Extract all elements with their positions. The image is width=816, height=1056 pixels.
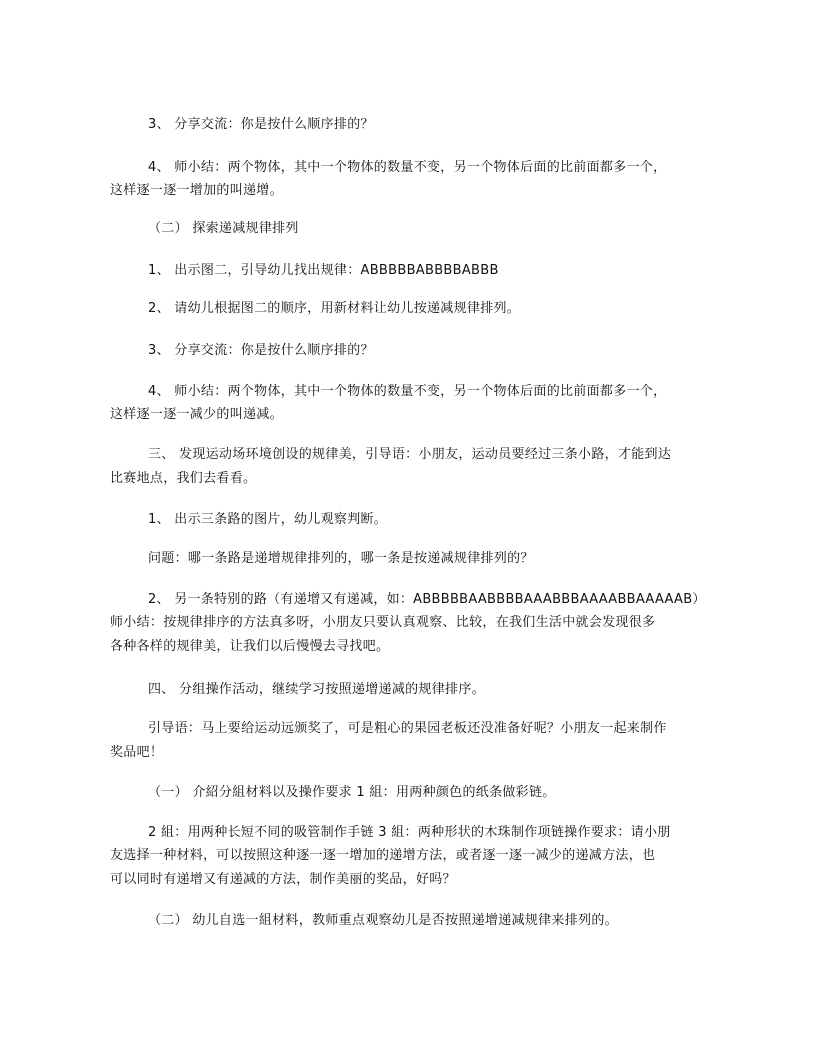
paragraph-line: 引导语：马上要给运动远颁奖了，可是粗心的果园老板还没准备好呢？小朋友一起来制作	[148, 721, 667, 736]
paragraph-line: 1、 出示图二，引导幼儿找出规律：ABBBBBABBBBABBB	[148, 263, 499, 278]
paragraph-line: （二） 幼儿自选一組材料，教师重点观察幼儿是否按照递增递减规律来排列的。	[148, 913, 618, 928]
paragraph-line: 3、 分享交流：你是按什么顺序排的？	[148, 117, 374, 132]
paragraph-line: 这样逐一逐一减少的叫递减。	[110, 407, 283, 422]
paragraph-line: 4、 师小结：两个物体，其中一个物体的数量不变，另一个物体后面的比前面都多一个，	[148, 160, 667, 175]
paragraph-line: 2、 另一条特别的路（有递增又有递减，如：ABBBBBAABBBBAAABBBAAAABBAAAAAB）	[148, 592, 706, 607]
paragraph-line: 3、 分享交流：你是按什么顺序排的？	[148, 343, 374, 358]
paragraph-line: 各种各样的规律美，让我们以后慢慢去寻找吧。	[110, 639, 390, 654]
section-heading: 四、 分组操作活动，继续学习按照递增递减的规律排序。	[148, 682, 485, 697]
paragraph-line: 友选择一种材料，可以按照这种逐一逐一增加的递增方法，或者逐一逐一减少的递减方法，也	[110, 848, 656, 863]
paragraph-line: 2、 请幼儿根据图二的顺序，用新材料让幼儿按递减规律排列。	[148, 301, 521, 316]
paragraph-line: （一） 介紹分組材料以及操作要求 1 組：用两种颜色的纸条做彩链。	[148, 785, 556, 800]
paragraph-line: 比赛地点，我们去看看。	[110, 471, 257, 486]
paragraph-line: 可以同时有递增又有递减的方法，制作美丽的奖品，好吗？	[110, 872, 456, 887]
section-heading: （二） 探索递减规律排列	[148, 221, 299, 236]
paragraph-line: 问题：哪一条路是递增规律排列的，哪一条是按递减规律排列的？	[148, 551, 534, 566]
paragraph-line: 1、 出示三条路的图片，幼儿观察判断。	[148, 512, 388, 527]
paragraph-line: 这样逐一逐一增加的叫递增。	[110, 183, 283, 198]
section-heading: 三、 发现运动场环境创设的规律美，引导语：小朋友，运动员要经过三条小路，才能到达	[148, 447, 672, 462]
paragraph-line: 2 組：用两种长短不同的吸管制作手链 3 組：两种形状的木珠制作项链操作要求：请小朋	[148, 825, 671, 840]
paragraph-line: 4、 师小结：两个物体，其中一个物体的数量不变，另一个物体后面的比前面都多一个，	[148, 384, 667, 399]
paragraph-line: 师小结：按规律排序的方法真多呀，小朋友只要认真观察、比较，在我们生活中就会发现很多	[110, 615, 656, 630]
paragraph-line: 奖品吧！	[110, 745, 164, 760]
